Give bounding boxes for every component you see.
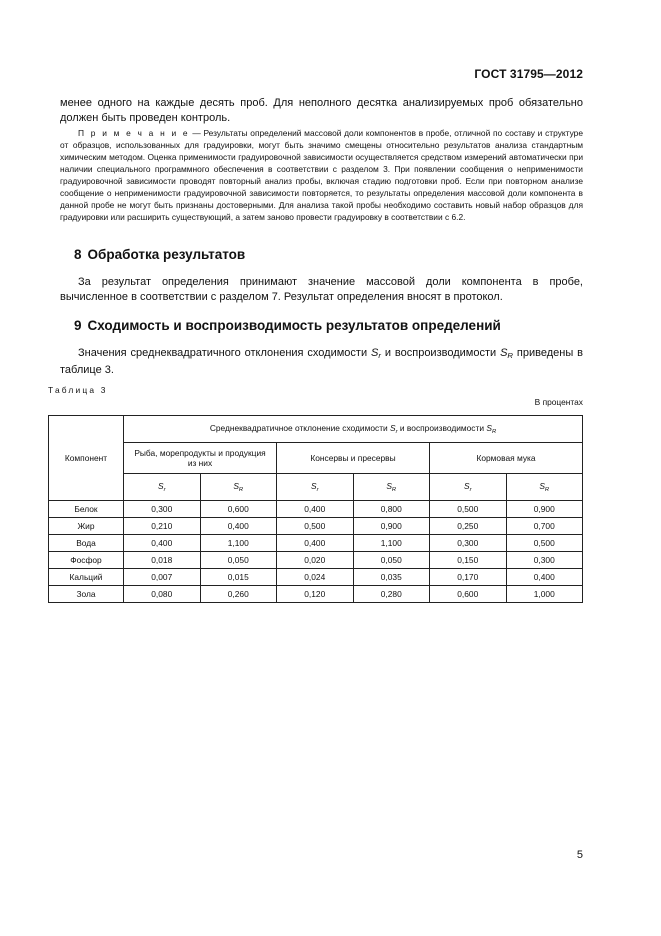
symbol-sR: $S_R$ [500,347,513,360]
cell-value: 0,210 [124,518,201,535]
table-header-row-3 [49,474,583,501]
section-8-heading [74,247,245,262]
table-header-row-1 [49,416,583,443]
cell-value: 0,300 [124,501,201,518]
cell-value: 0,900 [353,518,430,535]
header-product-fish: Рыба, морепродукты и продукция из них [124,443,277,474]
row-component: Кальций [49,569,124,586]
cell-value: 0,500 [277,518,354,535]
table-row [49,518,583,535]
header-sR-fish: $S_R$ [200,474,277,501]
section-9-text-part1: Значения среднеквадратичного отклонения сходимости [78,347,372,359]
section-9-text [60,346,583,378]
cell-value: 0,700 [506,518,583,535]
cell-value: 0,035 [353,569,430,586]
cell-value: 0,400 [506,569,583,586]
cell-value: 0,120 [277,586,354,603]
cell-value: 0,300 [430,535,507,552]
cell-value: 0,080 [124,586,201,603]
header-product-canned: Консервы и пресервы [277,443,430,474]
section-9-text-part2: и воспроизводимости [380,347,501,359]
cell-value: 0,800 [353,501,430,518]
cell-value: 0,400 [277,535,354,552]
table-units: В процентах [534,397,583,407]
section-9-number: 9 [74,318,82,333]
table-row [49,586,583,603]
row-component: Фосфор [49,552,124,569]
note-text: — Результаты определений массовой доли компонентов в пробе, отличной по составу и структуре от образцов, использованных для градуировки, могут быть значимо смещены относительно результатов анализа стандартным химическим методом. Оценка применимости градуировочной зависимости осуществляется средством измерений автоматически при наличии специального программного обеспечения в соответствии с разделом 3. При появлении сообщения о неприменимости градуировочной зависимости проводят повторный анализ пробы, включая стадию подготовки проб. Если при повторном анализе сообщение о неприменимости градуировочной зависимости повторяется, то результаты определения массовой доли компонента в данной пробе не могут быть признаны достоверными. Для анализа такой пробы необходимо составить новый набор образцов для градуировки или расширить существующий, а затем заново провести градуировку в соответствии с 6.2. [60,128,583,222]
cell-value: 1,100 [353,535,430,552]
section-8-number: 8 [74,247,82,262]
row-component: Зола [49,586,124,603]
cell-value: 0,007 [124,569,201,586]
row-component: Вода [49,535,124,552]
section-8-text: За результат определения принимают значение массовой доли компонента в пробе, вычисленное в соответствии с разделом 7. Результат определения вносят в протокол. [60,276,583,303]
section-9-title: Сходимость и воспроизводимость результатов определений [87,318,501,333]
cell-value: 1,000 [506,586,583,603]
section-8-title: Обработка результатов [87,247,246,262]
table-header-row-2 [49,443,583,474]
cell-value: 0,900 [506,501,583,518]
cell-value: 0,150 [430,552,507,569]
cell-value: 0,024 [277,569,354,586]
cell-value: 0,050 [200,552,277,569]
header-component: Компонент [49,416,124,501]
cell-value: 0,018 [124,552,201,569]
cell-value: 0,250 [430,518,507,535]
cell-value: 0,500 [506,535,583,552]
cell-value: 0,015 [200,569,277,586]
cell-value: 0,400 [200,518,277,535]
cell-value: 0,500 [430,501,507,518]
table-row [49,552,583,569]
cell-value: 0,600 [430,586,507,603]
cell-value: 0,170 [430,569,507,586]
cell-value: 0,020 [277,552,354,569]
table-row [49,535,583,552]
standard-code: ГОСТ 31795—2012 [474,67,583,81]
note-label: П р и м е ч а н и е [78,128,190,138]
cell-value: 0,400 [124,535,201,552]
note-paragraph [60,127,583,223]
cell-value: 0,280 [353,586,430,603]
cell-value: 0,260 [200,586,277,603]
table-caption: Таблица 3 [48,385,108,395]
header-sr-fish: $S_r$ [124,474,201,501]
header-product-feed-meal: Кормовая мука [430,443,583,474]
cell-value: 0,300 [506,552,583,569]
header-sr-feed-meal: $S_r$ [430,474,507,501]
page-number: 5 [576,849,583,861]
header-group: Среднеквадратичное отклонение сходимости $S_r$ и воспроизводимости $S_R$ [124,416,583,443]
cell-value: 0,600 [200,501,277,518]
cell-value: 0,400 [277,501,354,518]
symbol-sr: $S_r$ [371,347,381,360]
table-row [49,569,583,586]
header-sR-canned: $S_R$ [353,474,430,501]
row-component: Белок [49,501,124,518]
section-9-heading [74,318,501,333]
header-sr-canned: $S_r$ [277,474,354,501]
intro-paragraph: менее одного на каждые десять проб. Для неполного десятка анализируемых проб обязательно должен быть проведен контроль. [60,97,583,124]
header-sR-feed-meal: $S_R$ [506,474,583,501]
table-row [49,501,583,518]
cell-value: 0,050 [353,552,430,569]
data-table [48,415,583,603]
section-9-text-part3: приведены в таблице 3. [60,347,583,376]
row-component: Жир [49,518,124,535]
cell-value: 1,100 [200,535,277,552]
